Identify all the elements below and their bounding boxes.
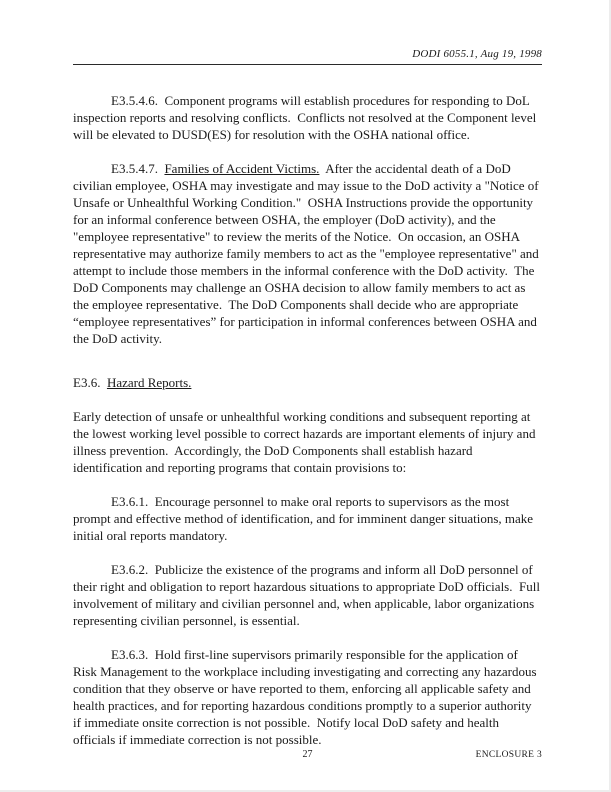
paragraph-number: E3.5.4.7. — [111, 161, 165, 176]
section-heading-e3-6 — [73, 374, 542, 391]
paragraph-e3-5-4-6: E3.5.4.6. Component programs will establish procedures for responding to DoL inspection reports and resolving conflicts. Conflicts not resolved at the Component level will be elevated to DUSD(ES) for resolution with the OSHA national office. — [73, 93, 540, 142]
page-header — [73, 48, 542, 64]
document-body — [73, 92, 542, 748]
paragraph-e3-5-4-7 — [73, 160, 542, 347]
paragraph-e3-6-1: E3.6.1. Encourage personnel to make oral reports to supervisors as the most prompt and effective method of identification, and for imminent danger situations, make initial oral reports mandatory. — [73, 494, 537, 543]
section-number: E3.6. — [73, 375, 107, 390]
paragraph-e3-6-3: E3.6.3. Hold first-line supervisors primarily responsible for the application of Risk Management to the workplace including investigating and correcting any hazardous condition that they observe or have reported to them, enforcing all applicable safety and health practices, and for reporting hazardous conditions promptly to a superior authority if immediate onsite correction is not possible. Notify local DoD safety and health officials if immediate correction is not possible. — [73, 647, 540, 747]
document-reference: DODI 6055.1, Aug 19, 1998 — [412, 48, 542, 60]
header-rule — [73, 64, 542, 65]
paragraph-e3-6-2: E3.6.2. Publicize the existence of the programs and inform all DoD personnel of their right and obligation to report hazardous situations to appropriate DoD officials. Full involvement of military and civilian personnel and, when applicable, labor organizations representing civilian personnel, is essential. — [73, 562, 544, 628]
paragraph-e3-6-intro: Early detection of unsafe or unhealthful working conditions and subsequent reporting at the lowest working level possible to correct hazards are important elements of injury and illness prevention. Accordingly, the DoD Components shall establish hazard identification and reporting programs that contain provisions to: — [73, 409, 539, 475]
section-title: Hazard Reports. — [106, 375, 192, 390]
enclosure-label: ENCLOSURE 3 — [475, 749, 542, 760]
paragraph-text: After the accidental death of a DoD civilian employee, OSHA may investigate and may issue to the DoD activity a "Notice of Unsafe or Unhealthful Working Condition." OSHA Instructions provide the opportunity for an informal conference between OSHA, the employer (DoD activity), and the "employee representative" to review the merits of the Notice. On occasion, an OSHA representative may authorize family members to act as the "employee representative" and attempt to include those members in the informal conference with the DoD activity. The DoD Components may challenge an OSHA decision to allow family members to act as the employee representative. The DoD Components shall decide who are appropriate “employee representatives” for participation in informal conferences between OSHA and the DoD activity. — [73, 161, 543, 346]
page-number: 27 — [302, 749, 313, 760]
page-footer — [73, 749, 542, 763]
page-content — [73, 48, 542, 765]
underlined-title: Families of Accident Victims. — [164, 161, 320, 176]
